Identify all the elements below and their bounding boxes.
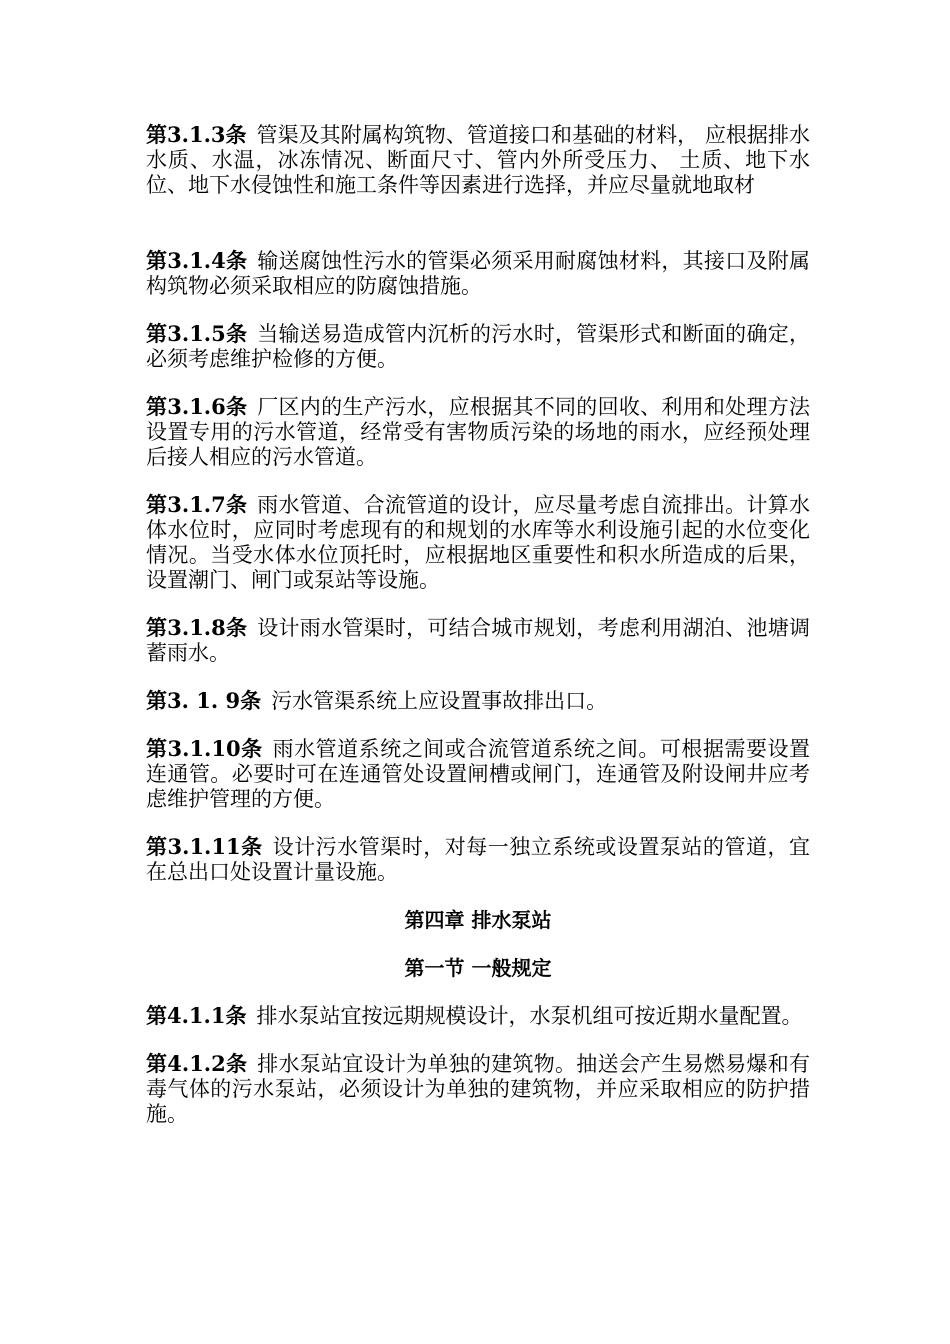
- document-page: [146, 122, 810, 1127]
- clause-3-1-11: [146, 834, 810, 885]
- clause-text: 设计污水管渠时，对每一独立系统或设置泵站的管道，宜在总出口处设置计量设施。: [146, 835, 810, 884]
- section-heading: 第一节 一般规定: [404, 956, 552, 980]
- clause-4-1-2: [146, 1051, 810, 1127]
- clause-number: 第3.1.3条: [146, 122, 247, 147]
- clause-number: 第3. 1. 9条: [146, 688, 262, 713]
- clause-number: 第3.1.7条: [146, 492, 248, 517]
- clause-3-1-3: [146, 122, 810, 198]
- clause-3-1-7: [146, 492, 810, 593]
- clause-text: 管渠及其附属构筑物、管道接口和基础的材料， 应根据排水水质、水温，冰冻情况、断面尺寸、管内外所受压力、 土质、地下水位、地下水侵蚀性和施工条件等因素进行选择，并应尽量就地取材: [146, 123, 810, 197]
- clause-number: 第3.1.5条: [146, 321, 248, 346]
- clause-text: 设计雨水管渠时，可结合城市规划，考虑利用湖泊、池塘调蓄雨水。: [146, 616, 810, 665]
- clause-3-1-8: [146, 615, 810, 666]
- clause-4-1-1: [146, 1003, 810, 1029]
- clause-text: 排水泵站宜设计为单独的建筑物。抽送会产生易燃易爆和有毒气体的污水泵站，必须设计为单独的建筑物，并应采取相应的防护措施。: [146, 1052, 810, 1126]
- clause-number: 第4.1.2条: [146, 1051, 248, 1076]
- clause-3-1-6: [146, 394, 810, 470]
- clause-3-1-9: [146, 688, 810, 714]
- clause-text: 雨水管道、合流管道的设计，应尽量考虑自流排出。计算水体水位时，应同时考虑现有的和规划的水库等水利设施引起的水位变化情况。当受水体水位顶托时，应根据地区重要性和积水所造成的后果， 设置潮门、闸门或泵站等设施。: [146, 493, 810, 592]
- clause-number: 第3.1.10条: [146, 736, 263, 761]
- clause-text: 厂区内的生产污水，应根据其不同的回收、利用和处理方法设置专用的污水管道，经常受有害物质污染的场地的雨水，应经预处理后接人相应的污水管道。: [146, 395, 810, 469]
- clause-text: 排水泵站宜按远期规模设计，水泵机组可按近期水量配置。: [256, 1004, 803, 1028]
- clause-text: 输送腐蚀性污水的管渠必须采用耐腐蚀材料，其接口及附属构筑物必须采取相应的防腐蚀措施。: [146, 249, 810, 298]
- clause-number: 第4.1.1条: [146, 1003, 247, 1028]
- clause-number: 第3.1.4条: [146, 248, 248, 273]
- clause-text: 雨水管道系统之间或合流管道系统之间。可根据需要设置连通管。必要时可在连通管处设置闸槽或闸门，连通管及附设闸井应考虑维护管理的方便。: [146, 737, 810, 811]
- clause-number: 第3.1.11条: [146, 834, 263, 859]
- clause-text: 污水管渠系统上应设置事故排出口。: [271, 689, 608, 713]
- clause-3-1-5: [146, 321, 810, 372]
- clause-number: 第3.1.6条: [146, 394, 248, 419]
- clause-3-1-4: [146, 248, 810, 299]
- clause-text: 当输送易造成管内沉析的污水时，管渠形式和断面的确定，必须考虑维护检修的方便。: [146, 322, 810, 371]
- chapter-heading: 第四章 排水泵站: [404, 908, 552, 932]
- clause-3-1-10: [146, 736, 810, 812]
- clause-number: 第3.1.8条: [146, 615, 248, 640]
